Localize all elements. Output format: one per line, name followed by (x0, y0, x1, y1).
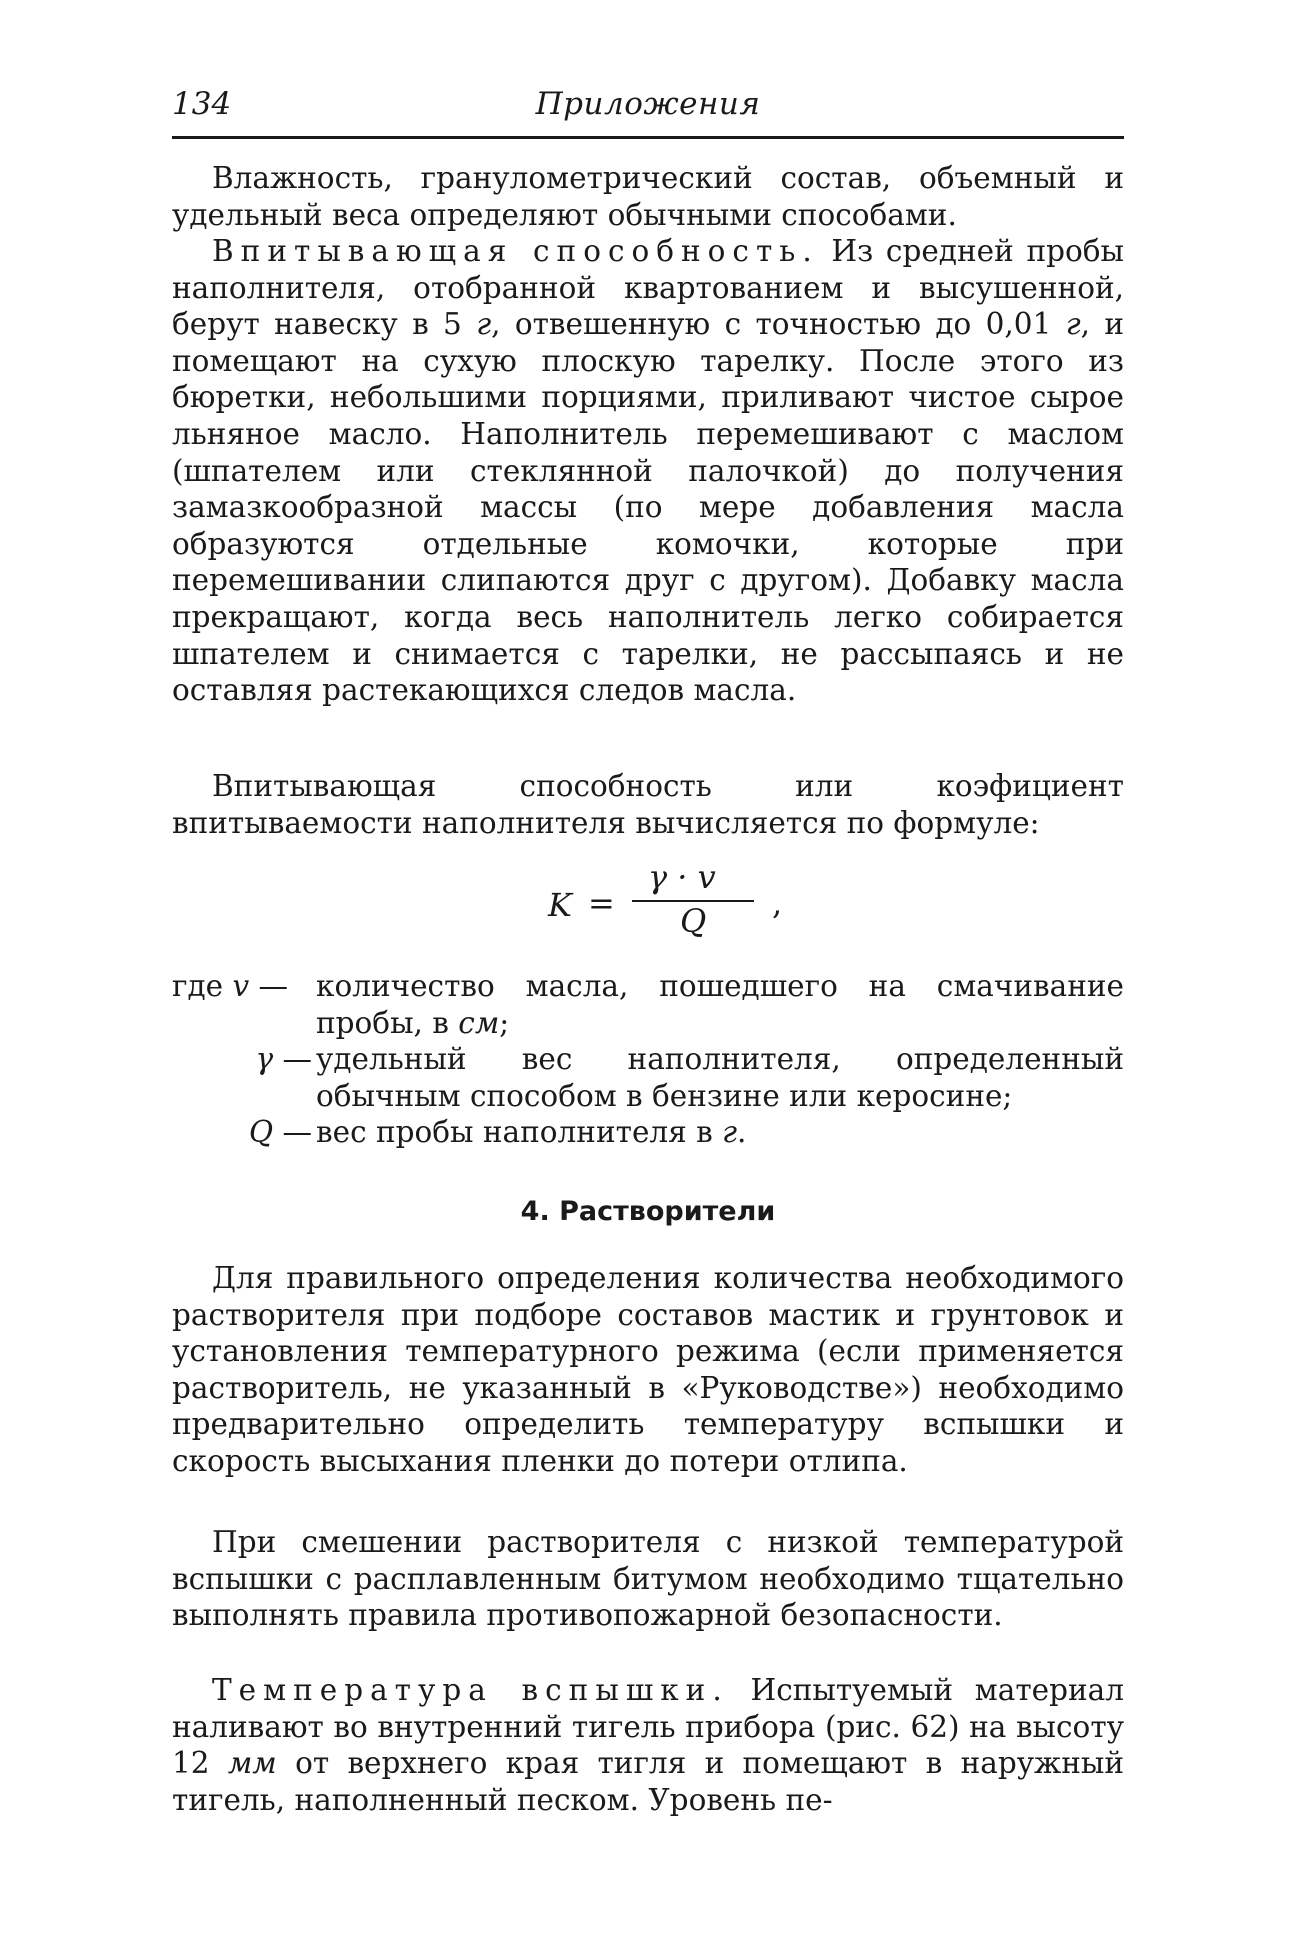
flash-point-heading: Температура вспышки. (212, 1673, 729, 1707)
absorption-heading: Впитывающая способность. (212, 234, 819, 268)
legend-item-v (172, 968, 1124, 1041)
legend-item-q (172, 1114, 1124, 1151)
legend-tail-q: . (737, 1115, 747, 1150)
legend-where: где (172, 969, 224, 1003)
legend-dash: — (249, 969, 289, 1003)
legend-tail-v: ; (499, 1005, 510, 1040)
legend-dash: — (273, 1115, 312, 1150)
running-head: Приложения (535, 86, 761, 122)
formula-lhs: K (548, 886, 572, 924)
page-header (172, 86, 1124, 126)
legend-dash: — (273, 1042, 312, 1077)
legend-var-gamma: γ (255, 1042, 274, 1077)
formula-legend (172, 968, 1124, 1151)
paragraph-absorption (172, 233, 1124, 709)
unit-gram-1: г (476, 307, 492, 342)
legend-var-q: Q (248, 1115, 274, 1150)
legend-unit-q: г (722, 1115, 738, 1150)
legend-text-gamma: удельный вес наполнителя, определенный обычным способом в бензине или керосине; (316, 1042, 1124, 1113)
legend-var-v: v (232, 969, 250, 1003)
flash-point-text-1: Испытуемый материал наливают во внутренний тигель прибора (рис. 62) на высоту 12 (172, 1673, 1124, 1781)
paragraph-fire-safety: При смешении растворителя с низкой температурой вспышки с расплавленным битумом необходимо тщательно выполнять правила противопожарной безопасности. (172, 1525, 1124, 1633)
formula-comma: , (772, 884, 783, 922)
legend-text-q: вес пробы наполнителя в (316, 1115, 723, 1150)
paragraph-solvents: Для правильного определения количества необходимого растворителя при подборе составов мастик и грунтовок и установления температурного режима (если применяется растворитель, не указанный в «Руководстве») необходимо предварительно определить температуру вспышки и скорость высыхания пленки до потери отлипа. (172, 1261, 1124, 1478)
section-title: 4. Растворители (520, 1196, 776, 1227)
legend-text-v: количество масла, пошедшего на смачивание пробы, в (316, 969, 1124, 1040)
unit-gram-2: г (1065, 307, 1081, 342)
paragraph-flash-point (172, 1672, 1124, 1818)
absorption-formula (520, 858, 800, 948)
paragraph-moisture: Влажность, гранулометрический состав, объемный и удельный веса определяют обычными способами. (172, 161, 1124, 232)
absorption-text-2: , отвешенную с точностью до 0,01 (491, 307, 1066, 342)
formula-denominator: Q (680, 902, 707, 940)
page-number: 134 (172, 86, 232, 122)
unit-mm: мм (227, 1746, 277, 1781)
formula-equals: = (588, 884, 615, 922)
paragraph-formula-intro: Впитывающая способность или коэфициент впитываемости наполнителя вычисляется по формуле: (172, 769, 1124, 840)
formula-numerator: γ · v (648, 858, 716, 896)
absorption-text-3: , и помещают на сухую плоскую тарелку. После этого из бюретки, небольшими порциями, приливают чистое сырое льняное масло. Наполнитель перемешивают с маслом (шпателем или стеклянной палочкой) до получения замазкообразной массы (по мере добавления масла образуются отдельные комочки, которые при перемешивании слипаются друг с другом). Добавку масла прекращают, когда весь наполнитель легко собирается шпателем и снимается с тарелки, не рассыпаясь и не оставляя растекающихся следов масла. (172, 307, 1124, 708)
legend-unit-v: см (458, 1005, 500, 1040)
legend-item-gamma (172, 1041, 1124, 1114)
absorption-text-1: Из средней пробы наполнителя, отобранной квартованием и высушенной, берут навеску в 5 (172, 234, 1124, 342)
header-rule (172, 136, 1124, 139)
flash-point-text-2: от верхнего края тигля и помещают в наружный тигель, наполненный песком. Уровень пе- (172, 1746, 1124, 1817)
